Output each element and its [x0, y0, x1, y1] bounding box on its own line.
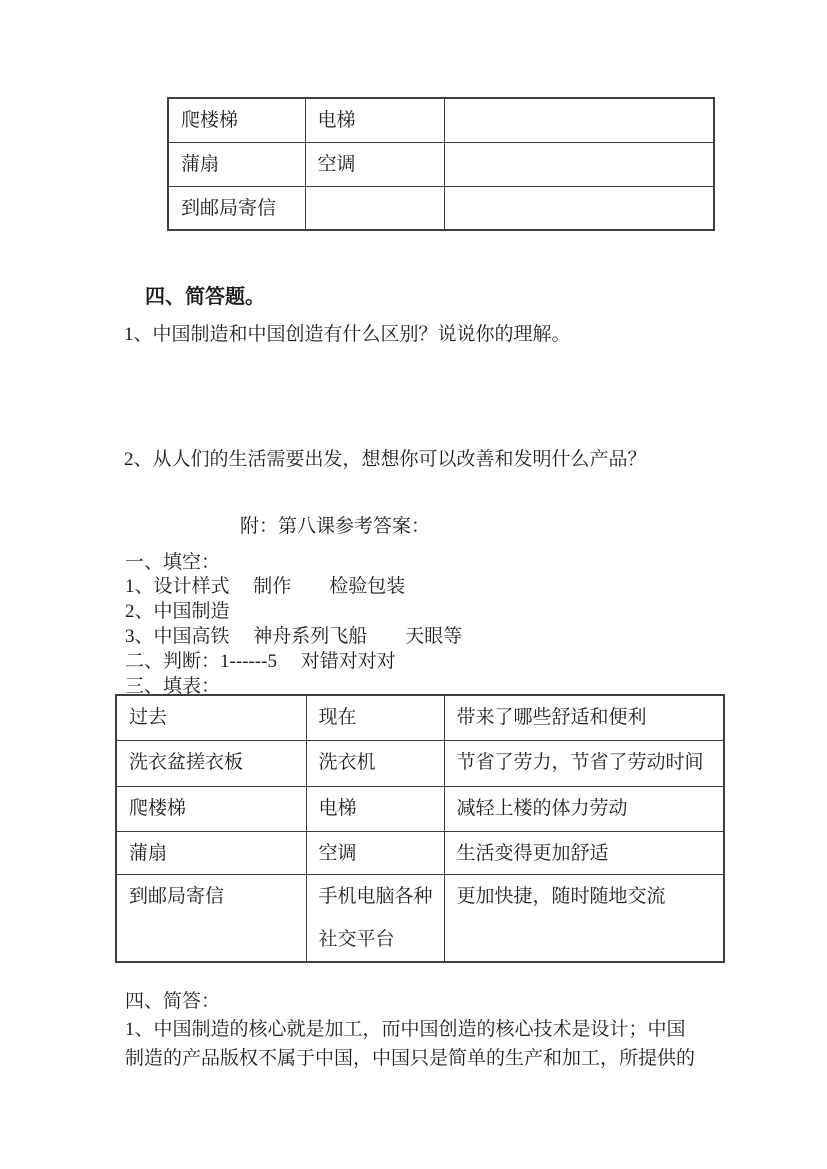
- answer-key-title: 附：第八课参考答案：: [240, 516, 431, 537]
- cell-past: 蒲扇: [168, 142, 305, 186]
- fill-answer-1: 1、设计样式 制作 检验包装: [125, 576, 406, 597]
- header-past: 过去: [116, 695, 306, 740]
- cell-past: 爬楼梯: [116, 786, 306, 831]
- short-answer-line-2: 制造的产品版权不属于中国，中国只是简单的生产和加工，所提供的: [125, 1048, 696, 1069]
- cell-now: 空调: [306, 831, 444, 874]
- cell-now: 手机电脑各种社交平台: [306, 874, 444, 962]
- table-row: [116, 786, 724, 831]
- section-heading: 四、简答题。: [145, 286, 265, 308]
- cell-benefit: 生活变得更加舒适: [444, 831, 724, 874]
- cell-benefit-blank: [444, 142, 714, 186]
- cell-now: 电梯: [305, 98, 444, 142]
- table-row: [168, 98, 714, 142]
- judge-answer-line: 二、判断：1------5 对错对对对: [125, 651, 396, 672]
- table-row: [116, 874, 724, 962]
- short-answer-heading: 四、简答：: [125, 991, 221, 1012]
- table-header-row: [116, 695, 724, 740]
- fill-answer-3: 3、中国高铁 神舟系列飞船 天眼等: [125, 626, 463, 647]
- table-row: [116, 831, 724, 874]
- question-1: 1、中国制造和中国创造有什么区别？说说你的理解。: [124, 324, 571, 345]
- cell-now-blank: [305, 186, 444, 230]
- cell-past: 爬楼梯: [168, 98, 305, 142]
- cell-past: 洗衣盆搓衣板: [116, 740, 306, 786]
- cell-now: 电梯: [306, 786, 444, 831]
- header-benefit: 带来了哪些舒适和便利: [444, 695, 724, 740]
- table-row: [116, 740, 724, 786]
- cell-benefit: 减轻上楼的体力劳动: [444, 786, 724, 831]
- question-2: 2、从人们的生活需要出发，想想你可以改善和发明什么产品？: [124, 449, 647, 470]
- cell-now: 空调: [305, 142, 444, 186]
- cell-benefit: 节省了劳力，节省了劳动时间: [444, 740, 724, 786]
- cell-benefit-blank: [444, 98, 714, 142]
- table-row: [168, 142, 714, 186]
- cell-past: 蒲扇: [116, 831, 306, 874]
- fill-heading: 一、填空：: [125, 552, 221, 573]
- exercise-fill-table: [167, 97, 715, 231]
- cell-past: 到邮局寄信: [116, 874, 306, 962]
- table-row: [168, 186, 714, 230]
- cell-benefit-blank: [444, 186, 714, 230]
- cell-now: 洗衣机: [306, 740, 444, 786]
- fill-answer-2: 2、中国制造: [125, 601, 230, 622]
- answer-table: [115, 694, 725, 963]
- short-answer-line-1: 1、中国制造的核心就是加工，而中国创造的核心技术是设计；中国: [125, 1019, 686, 1040]
- cell-benefit: 更加快捷，随时随地交流: [444, 874, 724, 962]
- cell-past: 到邮局寄信: [168, 186, 305, 230]
- header-now: 现在: [306, 695, 444, 740]
- table-heading: 三、填表：: [125, 676, 221, 697]
